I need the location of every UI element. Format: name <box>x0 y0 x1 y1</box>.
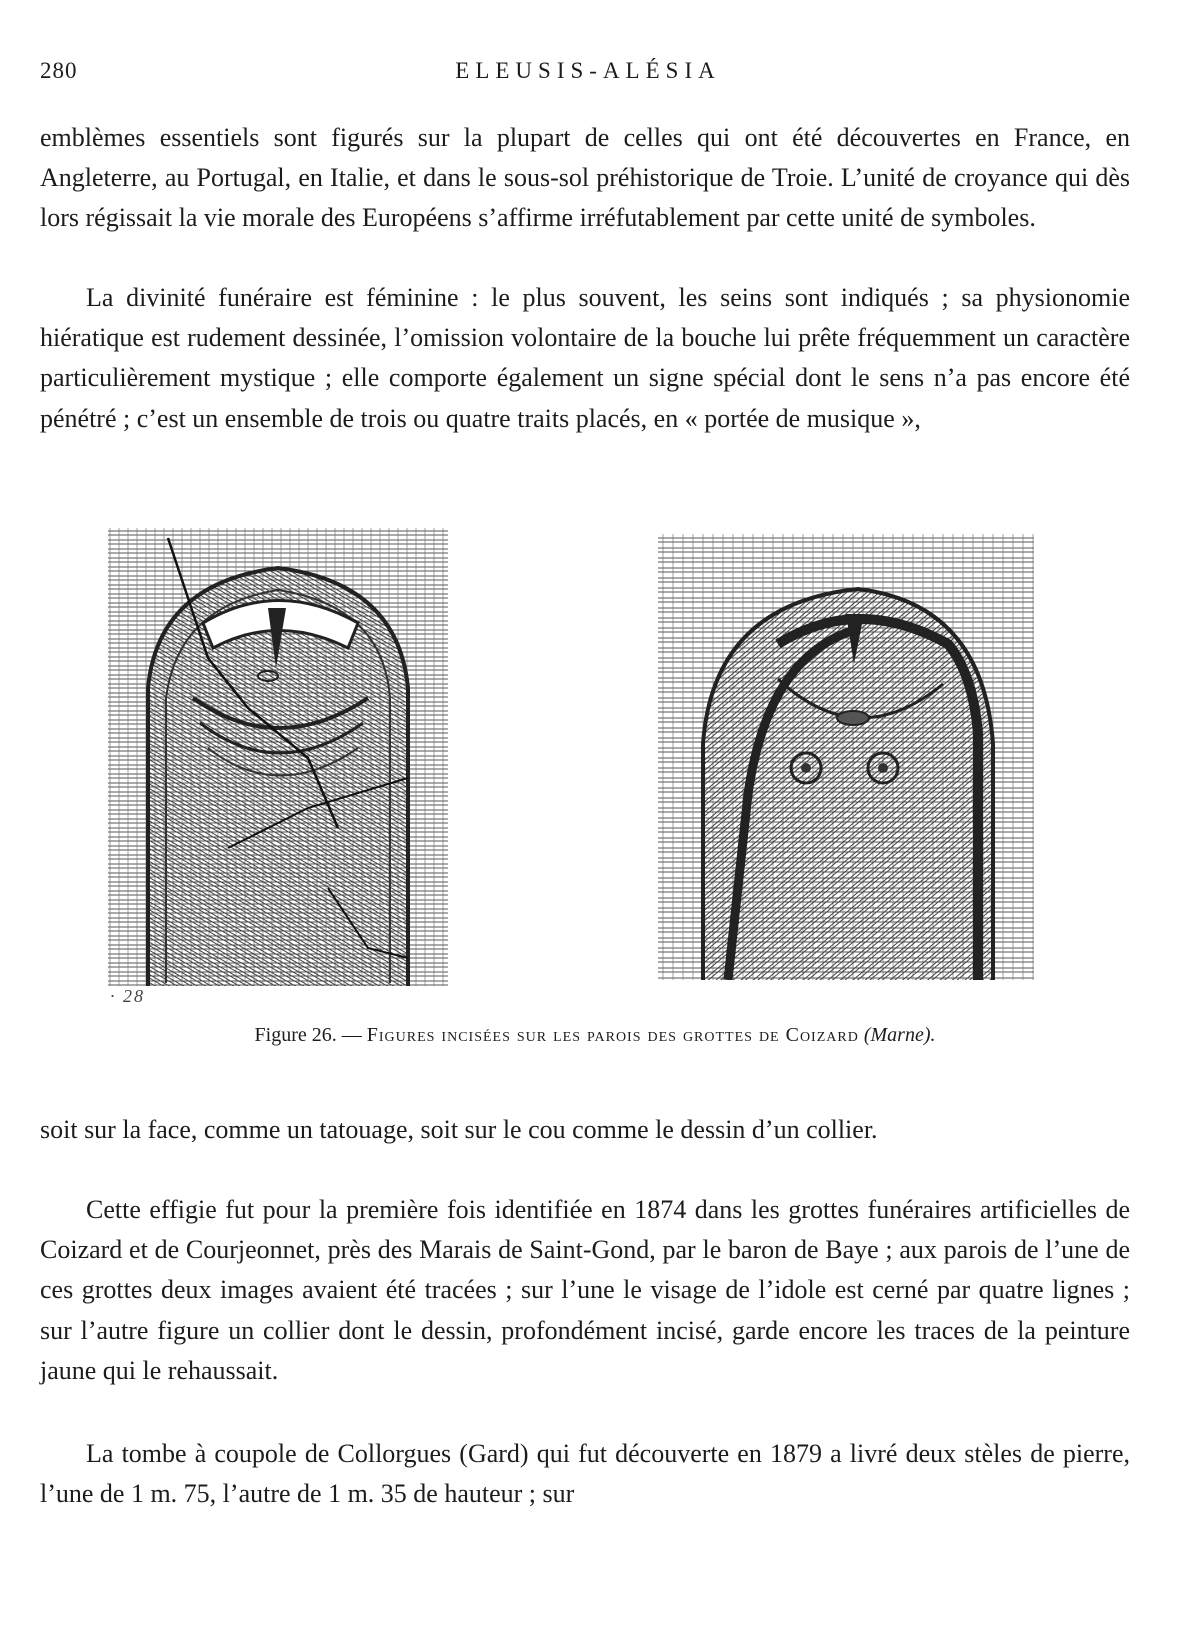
stele-engraving-face-icon <box>108 528 448 986</box>
paragraph-5: La tombe à coupole de Collorgues (Gard) qui fut découverte en 1879 a livré deux stèles de pierre, l’une de 1 m. 75, l’autre de 1 m. 35 de hauteur ; sur <box>40 1439 1130 1509</box>
figure-caption <box>40 1024 1150 1047</box>
running-header <box>40 58 1136 94</box>
stele-engraving-necklace-icon <box>658 534 1034 980</box>
page-number: 280 <box>40 58 78 83</box>
paragraph-3: soit sur la face, comme un tatouage, soit sur le cou comme le dessin d’un collier. <box>40 1115 878 1144</box>
caption-title: Figures incisées sur les parois des grottes de Coizard <box>366 1024 859 1046</box>
caption-place: (Marne). <box>863 1024 936 1046</box>
paragraph-4: Cette effigie fut pour la première fois identifiée en 1874 dans les grottes funéraires artificielles de Coizard et de Courjeonnet, près des Marais de Saint-Gond, par le baron de Baye ; aux parois de l’une de ces grottes deux images avaient été tracées ; sur l’une le visage de l’idole est cerné par quatre lignes ; sur l’autre figure un collier dont le dessin, profondément incisé, garde encore les traces de la peinture jaune qui le rehaussait. <box>40 1195 1130 1385</box>
engraved-figure-right <box>658 534 1034 980</box>
paragraph-2: La divinité funéraire est féminine : le plus souvent, les seins sont indiqués ; sa physionomie hiératique est rudement dessinée, l’omission volontaire de la bouche lui prête fréquemment un caractère particulièrement mystique ; elle comporte également un signe spécial dont le sens n’a pas encore été pénétré ; c’est un ensemble de trois ou quatre traits placés, en « portée de musique », <box>40 283 1130 433</box>
caption-lead: Figure 26. — <box>254 1024 367 1046</box>
plate-mark: · 28 <box>110 986 145 1006</box>
running-title: ELEUSIS-ALÉSIA <box>455 58 721 83</box>
paragraph-1: emblèmes essentiels sont figurés sur la plupart de celles qui ont été découvertes en France, en Angleterre, au Portugal, en Italie, et dans le sous-sol préhistorique de Troie. L’unité de croyance qui dès lors régissait la vie morale des Européens s’affirme irréfutablement par cette unité de symboles. <box>40 123 1130 233</box>
engraved-figure-left <box>108 528 448 986</box>
